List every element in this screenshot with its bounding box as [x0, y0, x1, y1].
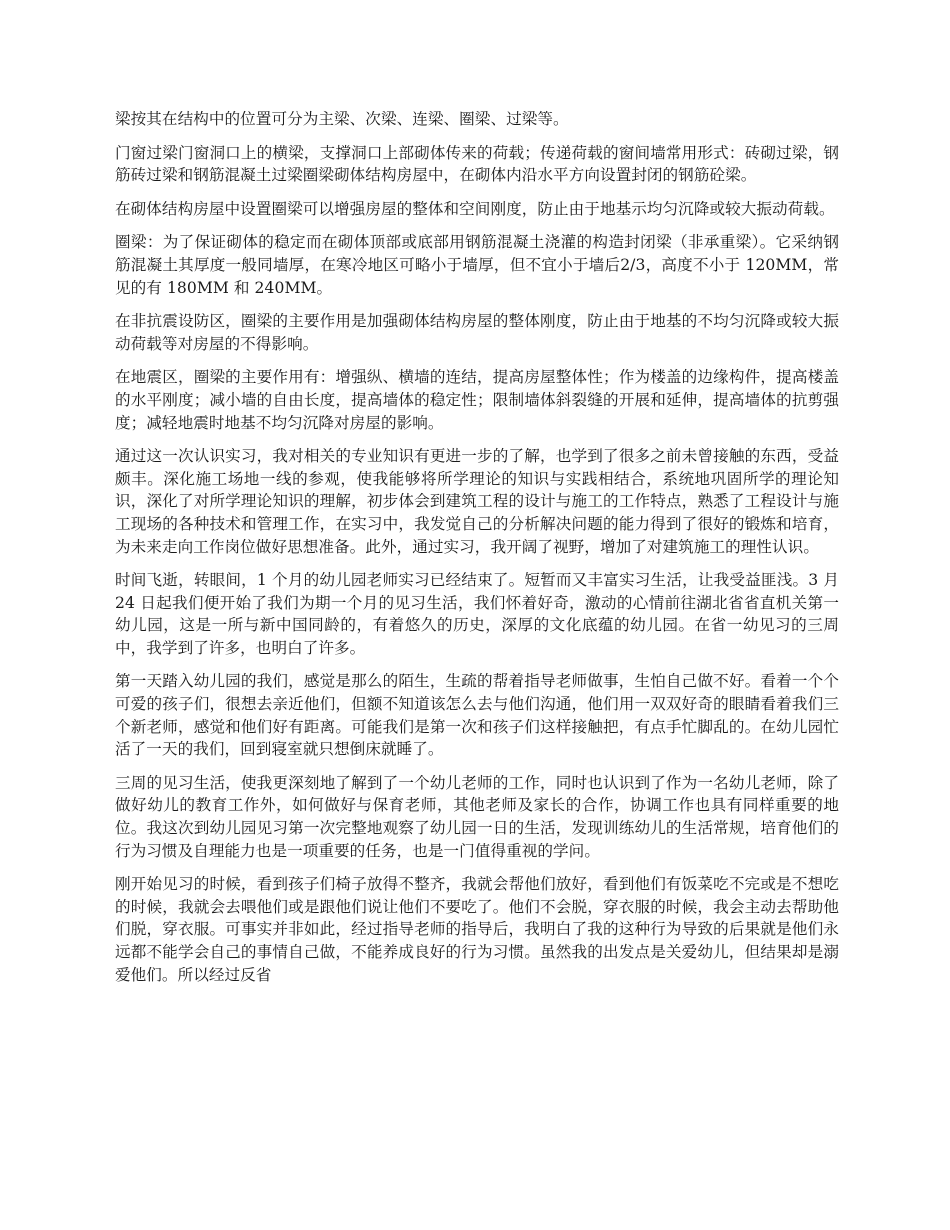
paragraph-lintel: 门窗过梁门窗洞口上的横梁，支撑洞口上部砌体传来的荷载；传递荷载的窗间墙常用形式：砖砌过梁，钢筋砖过梁和钢筋混凝土过梁圈梁砌体结构房屋中，在砌体内沿水平方向设置封闭的钢筋砼梁。 — [115, 143, 839, 185]
paragraph-kindergarten-intro: 时间飞逝，转眼间，1 个月的幼儿园老师实习已经结束了。短暂而又丰富实习生活，让我受益匪浅。3 月 24 日起我们便开始了我们为期一个月的见习生活，我们怀着好奇，激动的心情前往湖北省省直机关第一幼儿园，这是一所与新中国同龄的，有着悠久的历史，深厚的文化底蕴的幼儿园。在省一幼见习的三周中，我学到了许多，也明白了许多。 — [115, 571, 839, 657]
paragraph-ring-beam-purpose: 在砌体结构房屋中设置圈梁可以增强房屋的整体和空间刚度，防止由于地基示均匀沉降或较大振动荷载。 — [115, 199, 835, 218]
paragraph-non-seismic-zone: 在非抗震设防区，圈梁的主要作用是加强砌体结构房屋的整体刚度，防止由于地基的不均匀沉降或较大振动荷载等对房屋的不得影响。 — [115, 312, 839, 353]
paragraph-beam-classification: 梁按其在结构中的位置可分为主梁、次梁、连梁、圈梁、过梁等。 — [115, 110, 569, 128]
paragraph-ring-beam-definition: 圈梁：为了保证砌体的稳定而在砌体顶部或底部用钢筋混凝土浇灌的构造封闭梁（非承重梁）。它采纳钢筋混凝土其厚度一般同墙厚，在寒冷地区可略小于墙厚，但不宜小于墙后2/3，高度不小于 120MM，常见的有 180MM 和 240MM。 — [115, 233, 839, 297]
paragraph-three-weeks: 三周的见习生活，使我更深刻地了解到了一个幼儿老师的工作，同时也认识到了作为一名幼儿老师，除了做好幼儿的教育工作外，如何做好与保育老师，其他老师及家长的合作，协调工作也具有同样重要的地位。我这次到幼儿园见习第一次完整地观察了幼儿园一日的生活，发现训练幼儿的生活常规，培育他们的行为习惯及自理能力也是一项重要的任务，也是一门值得重视的学问。 — [115, 773, 839, 860]
paragraph-internship-summary: 通过这一次认识实习，我对相关的专业知识有更进一步的了解，也学到了很多之前未曾接触的东西，受益颇丰。深化施工场地一线的参观，使我能够将所学理论的知识与实践相结合，系统地巩固所学的理论知识，深化了对所学理论知识的理解，初步体会到建筑工程的设计与施工的工作特点，熟悉了工程设计与施工现场的各种技术和管理工作，在实习中，我发觉自己的分析解决问题的能力得到了很好的锻炼和培育，为未来走向工作岗位做好思想准备。此外，通过实习，我开阔了视野，增加了对建筑施工的理性认识。 — [115, 447, 839, 556]
paragraph-first-day: 第一天踏入幼儿园的我们，感觉是那么的陌生，生疏的帮着指导老师做事，生怕自己做不好。看着一个个可爱的孩子们，很想去亲近他们，但额不知道该怎么去与他们沟通，他们用一双双好奇的眼睛看着我们三个新老师，感觉和他们好有距离。可能我们是第一次和孩子们这样接触把，有点手忙脚乱的。在幼儿园忙活了一天的我们，回到寝室就只想倒床就睡了。 — [115, 672, 839, 759]
paragraph-early-observation: 刚开始见习的时候，看到孩子们椅子放得不整齐，我就会帮他们放好，看到他们有饭菜吃不完或是不想吃的时候，我就会去喂他们或是跟他们说让他们不要吃了。他们不会脱，穿衣服的时候，我会主动去帮助他们脱，穿衣服。可事实并非如此，经过指导老师的指导后，我明白了我的这种行为导致的后果就是他们永远都不能学会自己的事情自己做，不能养成良好的行为习惯。虽然我的出发点是关爱幼儿，但结果却是溺爱他们。所以经过反省 — [115, 875, 839, 984]
paragraph-seismic-zone: 在地震区，圈梁的主要作用有：增强纵、横墙的连结，提高房屋整体性；作为楼盖的边缘构件，提高楼盖的水平刚度；减小墙的自由长度，提高墙体的稳定性；限制墙体斜裂缝的开展和延伸，提高墙体的抗剪强度；减轻地震时地基不均匀沉降对房屋的影响。 — [115, 368, 839, 432]
document-body — [115, 108, 839, 997]
